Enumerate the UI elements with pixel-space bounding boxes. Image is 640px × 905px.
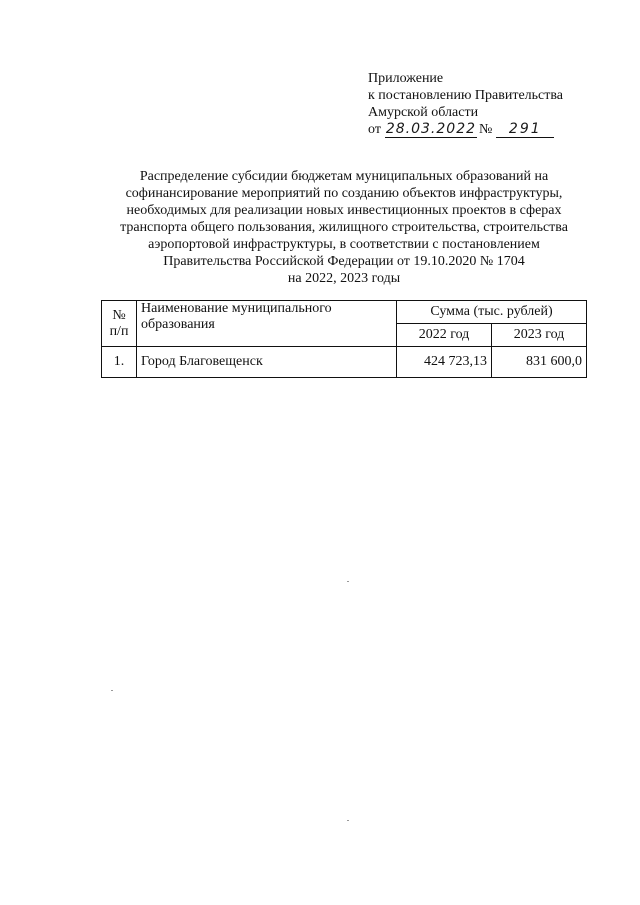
decree-date-number (368, 121, 598, 138)
header-sum-cell: Сумма (тыс. рублей) (397, 301, 587, 324)
subsidy-table (101, 300, 587, 378)
row-value-2022: 424 723,13 (397, 347, 492, 378)
table-header-row (102, 301, 587, 324)
header-year-2023: 2023 год (492, 324, 587, 347)
handwritten-number: 291 (496, 122, 554, 138)
header-year-2022: 2022 год (397, 324, 492, 347)
date-prefix: от (368, 122, 381, 137)
document-title (100, 168, 588, 287)
header-number-cell (102, 301, 137, 347)
title-line: Распределение субсидии бюджетам муниципальных образований на (139, 169, 549, 184)
title-line: аэропортовой инфраструктуры, в соответствии с постановлением (148, 237, 540, 252)
number-prefix: № (478, 122, 493, 137)
title-line: на 2022, 2023 годы (287, 271, 401, 286)
title-line: транспорта общего пользования, жилищного строительства, строительства (120, 220, 568, 235)
header-name-cell: Наименование муниципального образования (137, 301, 397, 347)
handwritten-date: 28.03.2022 (385, 121, 477, 137)
table-row (102, 347, 587, 378)
appendix-region-line: Амурской области (368, 105, 479, 120)
appendix-decree-line: к постановлению Правительства (368, 88, 564, 103)
header-number-pp: п/п (109, 323, 129, 339)
row-value-2023: 831 600,0 (492, 347, 587, 378)
title-line: необходимых для реализации новых инвестиционных проектов в сферах (126, 203, 562, 218)
appendix-header (368, 70, 598, 138)
row-municipality: Город Благовещенск (137, 347, 397, 378)
row-number: 1. (102, 347, 137, 378)
scan-speck (347, 581, 349, 582)
scan-speck (111, 690, 113, 691)
header-number-sign: № (112, 307, 126, 323)
appendix-label: Приложение (368, 71, 444, 86)
scan-speck (347, 820, 349, 821)
title-line: Правительства Российской Федерации от 19.10.2020 № 1704 (163, 254, 525, 269)
title-line: софинансирование мероприятий по созданию объектов инфраструктуры, (125, 186, 563, 201)
